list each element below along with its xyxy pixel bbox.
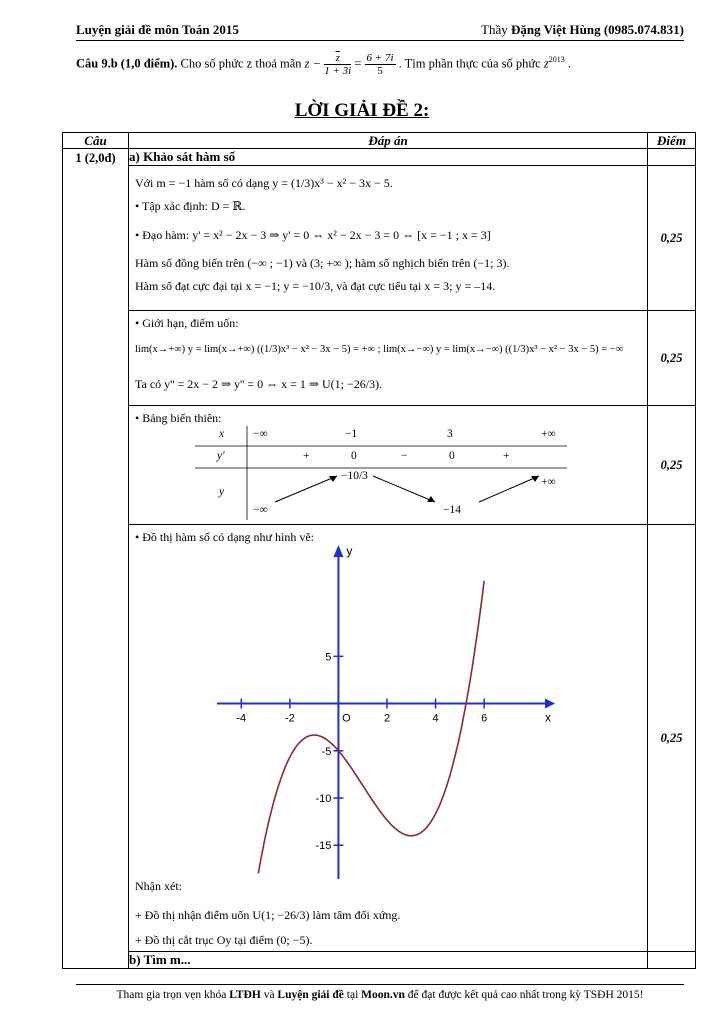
block2-line-3: Ta có y'' = 2x − 2 ⇒ y'' = 0 ⇔ x = 1 ⇒ U(1; −26/3).: [135, 377, 383, 391]
x-tick-label: 6: [481, 712, 488, 725]
frac2-den: 5: [377, 65, 383, 77]
y-axis-arrow: [333, 545, 343, 557]
block2-line-2: lim(x→+∞) y = lim(x→+∞) ((1/3)x³ − x² − 3x − 5) = +∞ ; lim(x→−∞) y = lim(x→−∞) ((1/3)x³ − x² − 3x − 5) = −∞: [135, 344, 624, 355]
bbt-yp-0: +: [303, 450, 310, 462]
footer-b1: LTĐH: [229, 989, 261, 1001]
header-diem: Điểm: [648, 133, 696, 149]
block1-line-3: • Đạo hàm: y' = x² − 2x − 3 ⇒ y' = 0 ⇔ x² − 2x − 3 = 0 ⇔ [x = −1 ; x = 3]: [135, 228, 491, 242]
block-3-row: [63, 406, 696, 525]
question-lhs: z −: [304, 56, 322, 71]
table-header-row: [63, 133, 696, 149]
block-3: [129, 406, 648, 525]
variation-table-labels: [195, 424, 575, 520]
solution-table: [62, 132, 696, 969]
x-axis-label: x: [545, 710, 551, 725]
header-right-author: Đặng Việt Hùng (0985.074.831): [511, 22, 684, 37]
footer-t3: tại: [343, 989, 362, 1001]
block1-line-1: Với m = −1 hàm số có dạng y = (1/3)x³ − x² − 3x − 5.: [135, 176, 393, 190]
block4-points: 0,25: [648, 525, 696, 952]
bbt-y-max: −10/3: [341, 470, 368, 482]
x-tick-label: 2: [383, 712, 391, 725]
bbt-yp-4: +: [503, 450, 510, 462]
function-graph: [217, 543, 557, 883]
x-tick-label: -2: [284, 712, 295, 725]
block-1-row: [63, 166, 696, 311]
question-pow-exp: 2013: [548, 55, 565, 65]
function-curve: [258, 581, 484, 874]
bbt-title: • Bảng biến thiên:: [135, 411, 222, 425]
bbt-y-minus-inf: −∞: [253, 504, 268, 516]
question-eq: =: [354, 56, 362, 71]
page-header: [76, 22, 684, 41]
footer-b3: Moon.vn: [361, 989, 405, 1001]
question-frac-2: [365, 52, 396, 77]
question-9b: [76, 52, 696, 77]
bbt-yp-label: y': [217, 450, 225, 462]
bbt-y-min: −14: [443, 504, 461, 516]
header-right: [481, 22, 684, 38]
page-footer: [76, 984, 684, 1001]
solution-title: LỜI GIẢI ĐỀ 2:: [294, 100, 430, 121]
footer-t2: và: [260, 989, 278, 1001]
block1-points: 0,25: [648, 166, 696, 311]
question-pow: z: [543, 56, 549, 71]
bbt-yp-1: 0: [351, 450, 357, 462]
footer-t1: Tham gia trọn vẹn khóa: [116, 989, 230, 1001]
bbt-x-3: +∞: [541, 428, 556, 440]
x-tick-label: 4: [432, 712, 439, 725]
frac1-num: $\overline{z}$: [324, 52, 351, 65]
block1-line-4: Hàm số đồng biến trên (−∞ ; −1) và (3; +∞ ); hàm số nghịch biến trên (−1; 3).: [135, 256, 510, 270]
section-a-points: [648, 149, 696, 166]
question-text-2: . Tìm phần thực của số phức: [398, 56, 541, 71]
block-2: [129, 311, 648, 406]
header-left: Luyện giải đề môn Toán 2015: [76, 22, 239, 37]
y-axis-label: y: [346, 544, 353, 558]
footer-t4: để đạt được kết quả cao nhất trong kỳ TSĐH 2015!: [404, 989, 644, 1001]
y-tick-label: -15: [315, 840, 332, 853]
bbt-y-label: y: [219, 486, 225, 498]
x-tick-label: O: [342, 712, 351, 725]
bbt-yp-2: −: [401, 450, 408, 462]
y-tick-label: -5: [321, 745, 332, 758]
bbt-x-label: x: [219, 428, 225, 440]
block-1: [129, 166, 648, 311]
x-tick-label: -4: [236, 712, 247, 725]
block2-line-1: • Giới hạn, điểm uốn:: [135, 316, 239, 330]
section-b-title: b) Tìm m...: [129, 952, 648, 969]
block-2-row: [63, 311, 696, 406]
bbt-yp-3: 0: [449, 450, 455, 462]
y-tick-label: -10: [315, 793, 332, 805]
bbt-y-plus-inf: +∞: [541, 476, 556, 488]
frac1-den: 1 + 3i: [324, 65, 352, 77]
remark-title: Nhận xét:: [135, 879, 182, 893]
header-right-prefix: Thầy: [481, 22, 508, 37]
block-4-row: [63, 525, 696, 952]
footer-b2: Luyện giải đề: [277, 989, 344, 1001]
graph-title: • Đồ thị hàm số có dạng như hình vẽ:: [135, 530, 315, 544]
question-frac-1: [324, 52, 351, 77]
block1-line-5: Hàm số đạt cực đại tại x = −1; y = −10/3, và đạt cực tiểu tại x = 3; y = –14.: [135, 279, 496, 293]
question-end: .: [567, 56, 571, 71]
y-tick-label: 5: [325, 651, 332, 664]
frac2-num: 6 + 7i: [366, 52, 394, 64]
header-dap-an: Đáp án: [129, 133, 648, 149]
block-4: [129, 525, 648, 952]
question-label: Câu 9.b (1,0 điểm).: [76, 56, 178, 71]
section-b-row: [63, 952, 696, 969]
bbt-x-2: 3: [447, 428, 453, 440]
bbt-x-0: −∞: [253, 428, 268, 440]
section-b-points: [648, 952, 696, 969]
section-a-title: a) Khảo sát hàm số: [129, 149, 648, 166]
question-text: Cho số phức z thoả mãn: [180, 56, 302, 71]
remark-1: + Đồ thị nhận điểm uốn U(1; −26/3) làm tâm đối xứng.: [135, 908, 401, 922]
x-axis-arrow: [545, 699, 555, 709]
remark-2: + Đồ thị cắt trục Oy tại điểm (0; −5).: [135, 933, 313, 947]
header-cau: Câu: [63, 133, 129, 149]
bbt-x-1: −1: [345, 428, 358, 440]
block2-points: 0,25: [648, 311, 696, 406]
section-a-row: [63, 149, 696, 166]
block1-line-2: • Tập xác định: D = ℝ.: [135, 199, 246, 213]
row-label: 1 (2,0đ): [63, 149, 129, 969]
block3-points: 0,25: [648, 406, 696, 525]
